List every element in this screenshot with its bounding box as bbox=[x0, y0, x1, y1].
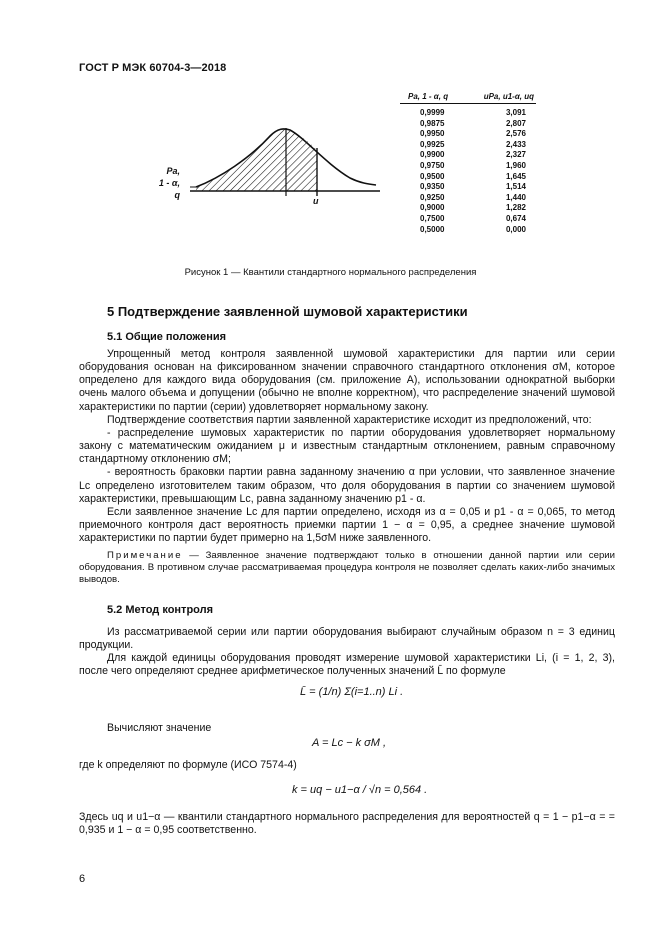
quantile-column bbox=[506, 108, 526, 235]
probability-cell: 0,5000 bbox=[420, 224, 445, 234]
section-5-2-body bbox=[79, 626, 615, 679]
section-title: 5 Подтверждение заявленной шумовой характеристики bbox=[107, 304, 468, 319]
document-header: ГОСТ Р МЭК 60704-3—2018 bbox=[79, 62, 227, 74]
quantile-cell: 1,282 bbox=[505, 203, 526, 213]
page-number: 6 bbox=[79, 873, 86, 885]
probability-cell: 0,9999 bbox=[420, 108, 445, 117]
note-label: Примечание bbox=[107, 550, 183, 562]
formula-a: A = Lc − k σM , bbox=[312, 737, 387, 749]
probability-cell: 0,9900 bbox=[420, 150, 445, 160]
table-header-quantile: uPa, u1-α, uq bbox=[483, 92, 534, 101]
probability-cell: 0,9350 bbox=[420, 182, 445, 192]
quantile-table bbox=[400, 92, 536, 235]
note bbox=[79, 550, 615, 586]
note-text: — Заявленное значение подтверждают только в отношении данной партии или серии оборудования. В противном случае рассматриваемая процедура контроля не позволяет сделать каких-либо значимых выводов. bbox=[79, 550, 615, 586]
paragraph: Вычисляют значение bbox=[107, 722, 212, 734]
paragraph: Если заявленное значение Lc для партии определено, исходя из α = 0,05 и p1 - α = 0,065, то метод приемочного контроля даст вероятность приемки партии 1 − α = 0,95, а среднее значение шумовой характеристики по партии будет примерно на 1,5σM ниже заявленного. bbox=[79, 505, 615, 545]
paragraph: Здесь uq и u1−α — квантили стандартного нормального распределения для вероятностей q = 1 − p1−α = = 0,935 и 1 − α = 0,95 соответственно. bbox=[79, 811, 615, 837]
quantile-cell: 2,807 bbox=[505, 118, 526, 128]
quantile-cell: 0,000 bbox=[505, 224, 526, 234]
table-header bbox=[400, 92, 536, 104]
paragraph: Для каждой единицы оборудования проводят измерение шумовой характеристики Li, (i = 1, 2, 3), после чего определяют среднее арифметическое полученных значений L̄ по формуле bbox=[79, 652, 615, 678]
probability-cell: 0,9000 bbox=[420, 203, 445, 213]
quantile-cell: 1,645 bbox=[505, 171, 526, 181]
probability-column bbox=[420, 108, 444, 235]
section-5-1-body bbox=[79, 348, 615, 586]
probability-cell: 0,9925 bbox=[420, 139, 445, 149]
probability-cell: 0,7500 bbox=[420, 213, 445, 223]
paragraph: Из рассматриваемой серии или партии оборудования выбирают случайным образом n = 3 единиц продукции. bbox=[79, 626, 615, 652]
paragraph-quantiles bbox=[79, 811, 615, 837]
probability-cell: 0,9950 bbox=[420, 129, 445, 139]
table-header-probability: Pa, 1 - α, q bbox=[408, 92, 449, 101]
quantile-cell: 0,674 bbox=[505, 213, 526, 223]
quantile-cell: 1,440 bbox=[505, 192, 526, 202]
figure-caption: Рисунок 1 — Квантили стандартного нормального распределения bbox=[184, 267, 477, 278]
probability-cell: 0,9875 bbox=[420, 118, 445, 128]
quantile-cell: 2,433 bbox=[505, 139, 526, 149]
probability-cell: 0,9750 bbox=[420, 160, 445, 170]
quantile-cell: 1,960 bbox=[505, 160, 526, 170]
paragraph-compute bbox=[79, 722, 211, 735]
probability-cell: 0,9500 bbox=[420, 171, 445, 181]
paragraph: Упрощенный метод контроля заявленной шумовой характеристики для партии или серии оборудования основан на фиксированном значении справочного стандартного отклонения σM, которое определено для каждого вида оборудования (см. приложение А), использовании однократной выборки очень малого объема и допущении (обычно не вполне корректном), что распределение значений шумовой характеристики по партии (серии) удовлетворяет нормальному закону. bbox=[79, 348, 615, 413]
subsection-title-method: 5.2 Метод контроля bbox=[107, 604, 214, 616]
probability-cell: 0,9250 bbox=[420, 192, 445, 202]
quantile-cell: 2,576 bbox=[505, 129, 526, 139]
paragraph: Подтверждение соответствия партии заявленной характеристике исходит из предположений, что: bbox=[107, 413, 592, 426]
hatched-area bbox=[196, 129, 317, 191]
formula-k: k = uq − u1−α / √n = 0,564 . bbox=[292, 784, 428, 796]
normal-distribution-figure bbox=[150, 108, 400, 218]
paragraph-k bbox=[79, 759, 615, 772]
list-item: - распределение шумовых характеристик по партии оборудования удовлетворяет нормальному закону с математическим ожиданием μ и известным стандартным отклонением, равным справочному стандартному отклонению σM; bbox=[79, 426, 615, 466]
quantile-cell: 3,091 bbox=[505, 108, 526, 117]
list-item: - вероятность браковки партии равна заданному значению α при условии, что заявленное значение Lc определено изготовителем таким образом, что доля оборудования в партии со значением шумовой характеристики, превышающим Lc, равна заданному значению p1 - α. bbox=[79, 466, 615, 505]
paragraph: где k определяют по формуле (ИСО 7574-4) bbox=[79, 759, 297, 771]
y-label-line: q bbox=[174, 190, 180, 200]
subsection-title-general: 5.1 Общие положения bbox=[107, 331, 227, 343]
quantile-cell: 2,327 bbox=[505, 150, 526, 160]
y-label-line: Pa, bbox=[166, 166, 180, 176]
quantile-cell: 1,514 bbox=[505, 182, 526, 192]
figure-y-label bbox=[158, 165, 180, 201]
figure-x-label: u bbox=[313, 196, 319, 206]
formula-mean: L̄ = (1/n) Σ(i=1..n) Li . bbox=[300, 686, 404, 698]
y-label-line: 1 - α, bbox=[158, 178, 180, 188]
